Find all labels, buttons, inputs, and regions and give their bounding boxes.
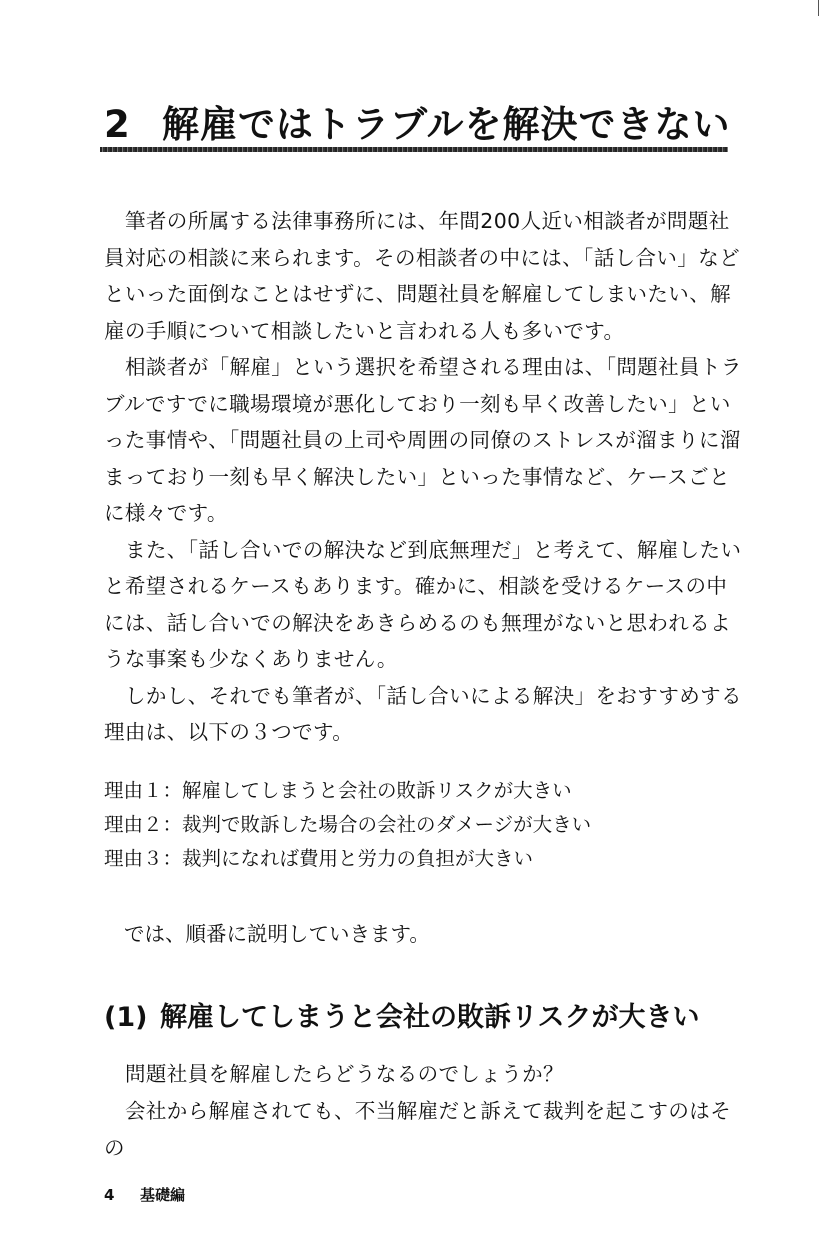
reason-item-3: 理由３：裁判になれば費用と労力の負担が大きい bbox=[104, 847, 534, 870]
paragraph-1: 筆者の所属する法律事務所には、年間200人近い相談者が問題社員対応の相談に来られます。その相談者の中には、「話し合い」などといった面倒なことはせずに、問題社員を解雇してしまいたい、解雇の手順について相談したいと言われる人も多いです。 bbox=[104, 209, 741, 343]
chapter-title-text: 解雇ではトラブルを解決できない bbox=[162, 103, 731, 146]
footer-section-label: 基礎編 bbox=[140, 1186, 186, 1204]
section-heading bbox=[104, 996, 744, 1040]
page-footer bbox=[104, 1184, 185, 1205]
intro-body bbox=[104, 203, 744, 751]
section-paragraph-2: 会社から解雇されても、不当解雇だと訴えて裁判を起こすのはその bbox=[104, 1099, 732, 1160]
paragraph-3: また、「話し合いでの解決など到底無理だ」と考えて、解雇したいと希望されるケースもあります。確かに、相談を受けるケースの中には、話し合いでの解決をあきらめるのも無理がないと思われるような事案も少なくありません。 bbox=[104, 537, 742, 671]
reason-item-2: 理由２：裁判で敗訴した場合の会社のダメージが大きい bbox=[104, 813, 592, 836]
closing-sentence: では、順番に説明していきます。 bbox=[124, 922, 430, 946]
paragraph-4: しかし、それでも筆者が、「話し合いによる解決」をおすすめする理由は、以下の３つです。 bbox=[104, 683, 742, 744]
section-body bbox=[104, 1056, 744, 1167]
paragraph-2: 相談者が「解雇」という選択を希望される理由は、「問題社員トラブルですでに職場環境が悪化しており一刻も早く改善したい」といった事情や、「問題社員の上司や周囲の同僚のストレスが溜まりに溜まっており一刻も早く解決したい」といった事情など、ケースごとに様々です。 bbox=[104, 355, 742, 525]
section-title-text: 解雇してしまうと会社の敗訴リスクが大きい bbox=[160, 1002, 700, 1033]
chapter-number: 2 bbox=[104, 103, 131, 146]
reason-item-1: 理由１：解雇してしまうと会社の敗訴リスクが大きい bbox=[104, 779, 572, 802]
crop-mark bbox=[818, 0, 819, 16]
section-paragraph-1: 問題社員を解雇したらどうなるのでしょうか？ bbox=[125, 1062, 564, 1086]
title-underline bbox=[100, 147, 728, 152]
page-number: 4 bbox=[104, 1186, 115, 1204]
chapter-title bbox=[104, 100, 731, 150]
reason-list bbox=[104, 774, 744, 876]
section-number: (1) bbox=[104, 1002, 148, 1033]
